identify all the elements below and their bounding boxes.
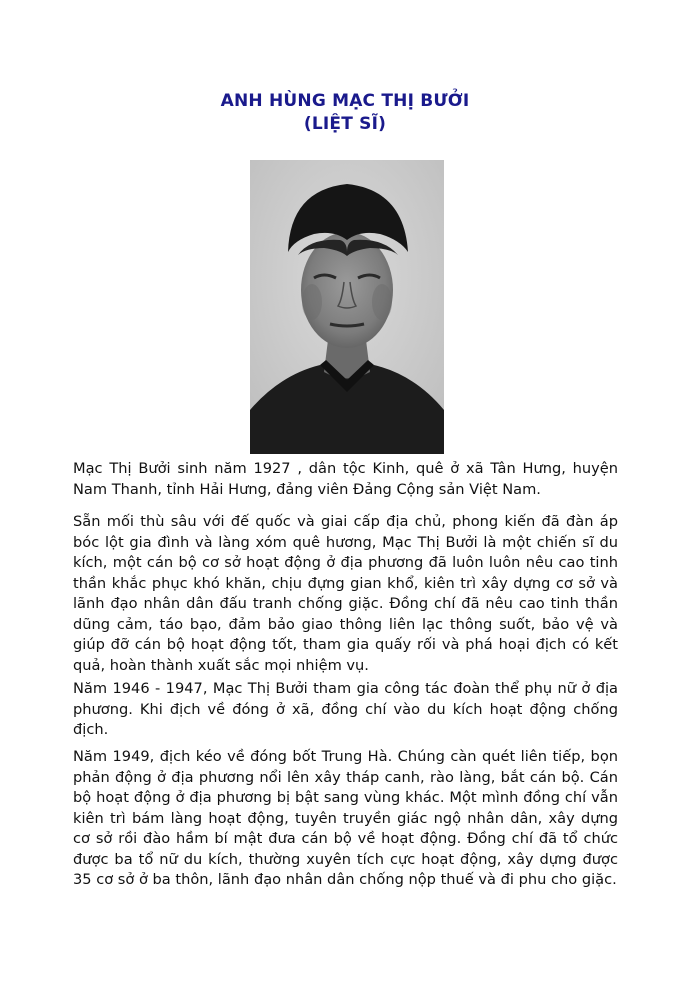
paragraph-biography-intro: Mạc Thị Bưởi sinh năm 1927 , dân tộc Kinh, quê ở xã Tân Hưng, huyện Nam Thanh, tỉnh Hải Hưng, đảng viên Đảng Cộng sản Việt Nam. xyxy=(73,460,618,498)
paragraph-1949: Năm 1949, địch kéo về đóng bốt Trung Hà. Chúng càn quét liên tiếp, bọn phản động ở địa phương nổi lên xây tháp canh, rào làng, bắt cán bộ. Cán bộ hoạt động ở địa phương bị bật sang vùng khác. Một mình đồng chí vẫn kiên trì bám làng hoạt động, tuyên truyền giác ngộ nhân dân, xây dựng cơ sở rồi đào hầm bí mật đưa cán bộ về hoạt động. Đồng chí đã tổ chức được ba tổ nữ du kích, thường xuyên tích cực hoạt động, xây dựng được 35 cơ sở ở ba thôn, lãnh đạo nhân dân chống nộp thuế và đi phu cho giặc. xyxy=(73,748,618,888)
page-title: ANH HÙNG MẠC THỊ BƯỞI xyxy=(220,91,470,111)
paragraph-achievements: Sẵn mối thù sâu với đế quốc và giai cấp địa chủ, phong kiến đã đàn áp bóc lột gia đình và làng xóm quê hương, Mạc Thị Bưởi là một chiến sĩ du kích, một cán bộ cơ sở hoạt động ở địa phương đã luôn luôn nêu cao tinh thần khắc phục khó khăn, chịu đựng gian khổ, kiên trì xây dựng cơ sở và lãnh đạo nhân dân đấu tranh chống giặc. Đồng chí đã nêu cao tinh thần dũng cảm, táo bạo, đảm bảo giao thông liên lạc thông suốt, bảo vệ và giúp đỡ cán bộ hoạt động tốt, tham gia quấy rối và phá hoại địch có kết quả, hoàn thành xuất sắc mọi nhiệm vụ. xyxy=(73,513,618,674)
paragraph-1946-1947: Năm 1946 - 1947, Mạc Thị Bưởi tham gia công tác đoàn thể phụ nữ ở địa phương. Khi địch về đóng ở xã, đồng chí vào du kích hoạt động chống địch. xyxy=(73,680,618,738)
portrait-photo xyxy=(250,160,444,454)
page-subtitle: (LIỆT SĨ) xyxy=(303,114,387,134)
